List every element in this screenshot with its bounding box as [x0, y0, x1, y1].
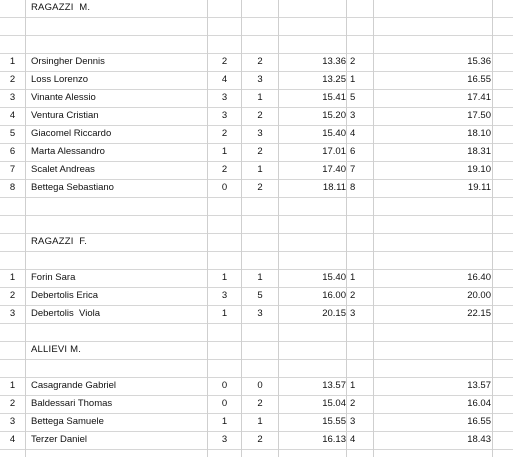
value-a-cell: 1 [221, 308, 228, 319]
position-cell: 3 [350, 110, 356, 121]
table-row[interactable] [0, 161, 513, 179]
position-cell: 4 [350, 434, 356, 445]
value-a-cell: 3 [221, 92, 228, 103]
value-a-cell: 3 [221, 110, 228, 121]
total-cell: 16.04 [467, 398, 491, 409]
name-cell: Debertolis Viola [31, 308, 101, 319]
time-cell: 15.40 [322, 128, 346, 139]
name-cell: Giacomel Riccardo [31, 128, 112, 139]
value-b-cell: 1 [257, 416, 263, 427]
table-row[interactable] [0, 269, 513, 287]
value-b-cell: 2 [257, 182, 263, 193]
row-divider [0, 359, 513, 360]
value-a-cell: 2 [221, 56, 228, 67]
time-cell: 15.55 [322, 416, 346, 427]
rank-cell: 3 [9, 92, 16, 103]
value-b-cell: 2 [257, 146, 263, 157]
time-cell: 13.36 [322, 56, 346, 67]
rank-cell: 8 [9, 182, 16, 193]
name-cell: Orsingher Dennis [31, 56, 105, 67]
row-divider [0, 251, 513, 252]
name-cell: Casagrande Gabriel [31, 380, 117, 391]
position-cell: 2 [350, 398, 356, 409]
time-cell: 15.20 [322, 110, 346, 121]
value-a-cell: 0 [221, 398, 228, 409]
time-cell: 13.25 [322, 74, 346, 85]
value-b-cell: 2 [257, 110, 263, 121]
value-b-cell: 2 [257, 434, 263, 445]
position-cell: 5 [350, 92, 356, 103]
position-cell: 2 [350, 290, 356, 301]
position-cell: 3 [350, 308, 356, 319]
rank-cell: 2 [9, 290, 16, 301]
section-title: RAGAZZI M. [31, 2, 91, 13]
name-cell: Vinante Alessio [31, 92, 96, 103]
name-cell: Terzer Daniel [31, 434, 87, 445]
name-cell: Bettega Samuele [31, 416, 104, 427]
position-cell: 1 [350, 74, 356, 85]
table-row[interactable] [0, 53, 513, 71]
name-cell: Bettega Sebastiano [31, 182, 114, 193]
total-cell: 16.55 [467, 416, 491, 427]
time-cell: 16.00 [322, 290, 346, 301]
rank-cell: 1 [9, 380, 16, 391]
value-a-cell: 1 [221, 272, 228, 283]
time-cell: 20.15 [322, 308, 346, 319]
row-divider [0, 323, 513, 324]
name-cell: Scalet Andreas [31, 164, 95, 175]
name-cell: Baldessari Thomas [31, 398, 113, 409]
value-b-cell: 3 [257, 308, 263, 319]
value-a-cell: 0 [221, 182, 228, 193]
total-cell: 16.55 [467, 74, 491, 85]
row-divider [0, 197, 513, 198]
rank-cell: 5 [9, 128, 16, 139]
total-cell: 20.00 [467, 290, 491, 301]
table-row[interactable] [0, 377, 513, 395]
time-cell: 13.57 [322, 380, 346, 391]
value-a-cell: 0 [221, 380, 228, 391]
table-row[interactable] [0, 125, 513, 143]
total-cell: 16.40 [467, 272, 491, 283]
total-cell: 19.10 [467, 164, 491, 175]
table-row[interactable] [0, 395, 513, 413]
value-b-cell: 3 [257, 128, 263, 139]
value-b-cell: 2 [257, 56, 263, 67]
total-cell: 13.57 [467, 380, 491, 391]
time-cell: 15.41 [322, 92, 346, 103]
value-b-cell: 1 [257, 272, 263, 283]
total-cell: 17.50 [467, 110, 491, 121]
table-row[interactable] [0, 143, 513, 161]
row-divider [0, 449, 513, 450]
time-cell: 17.40 [322, 164, 346, 175]
value-b-cell: 1 [257, 92, 263, 103]
time-cell: 18.11 [322, 182, 346, 193]
row-divider [0, 215, 513, 216]
section-title: ALLIEVI M. [31, 344, 82, 355]
total-cell: 18.31 [467, 146, 491, 157]
total-cell: 18.43 [467, 434, 491, 445]
name-cell: Loss Lorenzo [31, 74, 89, 85]
rank-cell: 1 [9, 272, 16, 283]
value-a-cell: 4 [221, 74, 228, 85]
time-cell: 16.13 [322, 434, 346, 445]
rank-cell: 3 [9, 308, 16, 319]
section-title: RAGAZZI F. [31, 236, 88, 247]
name-cell: Forin Sara [31, 272, 76, 283]
position-cell: 7 [350, 164, 356, 175]
total-cell: 19.11 [467, 182, 491, 193]
total-cell: 15.36 [467, 56, 491, 67]
rank-cell: 4 [9, 110, 16, 121]
position-cell: 4 [350, 128, 356, 139]
rank-cell: 3 [9, 416, 16, 427]
value-a-cell: 3 [221, 434, 228, 445]
table-row[interactable] [0, 431, 513, 449]
row-divider [0, 35, 513, 36]
position-cell: 6 [350, 146, 356, 157]
rank-cell: 7 [9, 164, 16, 175]
name-cell: Marta Alessandro [31, 146, 105, 157]
table-row[interactable] [0, 107, 513, 125]
value-a-cell: 2 [221, 128, 228, 139]
rank-cell: 4 [9, 434, 16, 445]
value-b-cell: 1 [257, 164, 263, 175]
position-cell: 3 [350, 416, 356, 427]
table-row[interactable] [0, 71, 513, 89]
value-a-cell: 1 [221, 416, 228, 427]
rank-cell: 2 [9, 74, 16, 85]
value-a-cell: 3 [221, 290, 228, 301]
rank-cell: 6 [9, 146, 16, 157]
position-cell: 1 [350, 380, 356, 391]
table-row[interactable] [0, 179, 513, 197]
table-row[interactable] [0, 413, 513, 431]
total-cell: 22.15 [467, 308, 491, 319]
time-cell: 15.40 [322, 272, 346, 283]
value-a-cell: 2 [221, 164, 228, 175]
rank-cell: 2 [9, 398, 16, 409]
value-b-cell: 5 [257, 290, 263, 301]
position-cell: 2 [350, 56, 356, 67]
table-row[interactable] [0, 305, 513, 323]
total-cell: 17.41 [467, 92, 491, 103]
row-divider [0, 17, 513, 18]
value-b-cell: 2 [257, 398, 263, 409]
table-row[interactable] [0, 89, 513, 107]
total-cell: 18.10 [467, 128, 491, 139]
value-b-cell: 0 [257, 380, 263, 391]
position-cell: 8 [350, 182, 356, 193]
time-cell: 17.01 [322, 146, 346, 157]
time-cell: 15.04 [322, 398, 346, 409]
rank-cell: 1 [9, 56, 16, 67]
name-cell: Ventura Cristian [31, 110, 99, 121]
table-row[interactable] [0, 287, 513, 305]
value-a-cell: 1 [221, 146, 228, 157]
value-b-cell: 3 [257, 74, 263, 85]
position-cell: 1 [350, 272, 356, 283]
name-cell: Debertolis Erica [31, 290, 99, 301]
